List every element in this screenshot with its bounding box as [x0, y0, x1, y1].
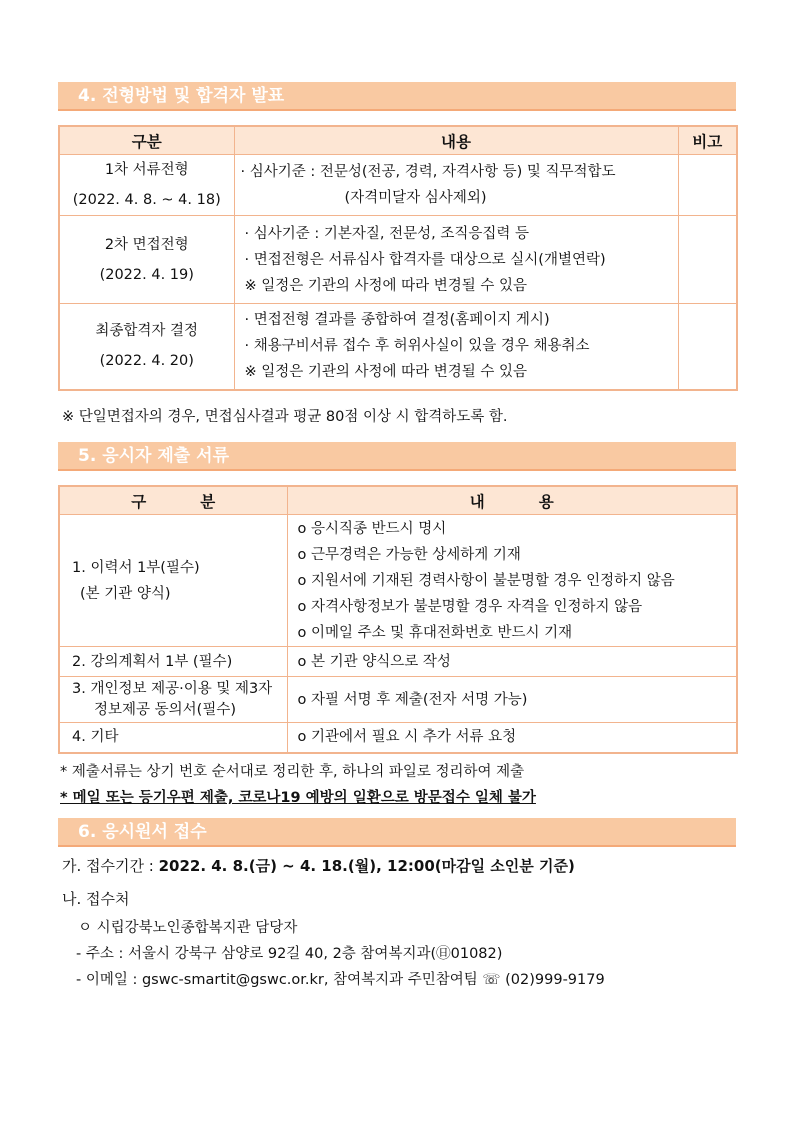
document-name: 1. 이력서 1부(필수): [72, 559, 200, 576]
application-place-label: 나. 접수처: [62, 890, 130, 908]
table-row: [59, 515, 737, 647]
period-value: 2022. 4. 8.(금) ~ 4. 18.(월), 12:00(마감일 소인분 기준): [158, 857, 575, 875]
list-item: o 자격사항정보가 불분명할 경우 자격을 인정하지 않음: [297, 598, 643, 615]
table-row: [59, 677, 737, 723]
document-name-sub: 정보제공 동의서(필수): [94, 701, 236, 718]
document-name: 3. 개인정보 제공·이용 및 제3자: [72, 680, 273, 697]
header-category: 구 분: [59, 486, 287, 515]
header-category: 구분: [59, 126, 234, 155]
document-name: 4. 기타: [72, 729, 119, 746]
documents-table: [58, 485, 738, 754]
stage-date: (2022. 4. 19): [99, 266, 194, 283]
content-line: · 면접전형은 서류심사 합격자를 대상으로 실시(개별연락): [244, 251, 606, 268]
document-name: 2. 강의계획서 1부 (필수): [72, 653, 233, 670]
table-row: [59, 155, 737, 216]
header-content: 내 용: [287, 486, 737, 515]
remarks-cell: [678, 216, 737, 304]
selection-table: [58, 125, 738, 391]
submission-warning: * 메일 또는 등기우편 제출, 코로나19 예방의 일환으로 방문접수 일체 불가: [60, 790, 536, 806]
list-item: o 기관에서 필요 시 추가 서류 요청: [297, 729, 517, 746]
list-item: o 근무경력은 가능한 상세하게 기재: [297, 546, 521, 563]
list-item: o 자필 서명 후 제출(전자 서명 가능): [297, 691, 528, 708]
list-item: o 이메일 주소 및 휴대전화번호 반드시 기재: [297, 624, 573, 641]
content-line: · 심사기준 : 전문성(전공, 경력, 자격사항 등) 및 직무적합도: [240, 164, 616, 180]
section-4-title: 4. 전형방법 및 합격자 발표: [58, 82, 736, 111]
submission-note: * 제출서류는 상기 번호 순서대로 정리한 후, 하나의 파일로 정리하여 제출: [60, 764, 525, 780]
content-line: (자격미달자 심사제외): [344, 190, 487, 206]
period-label: 가. 접수기간 :: [62, 857, 159, 875]
stage-name: 1차 서류전형: [104, 162, 189, 178]
contact-org: ㅇ 시립강북노인종합복지관 담당자: [78, 920, 298, 936]
header-remarks: 비고: [678, 126, 737, 155]
section-6-title: 6. 응시원서 접수: [58, 818, 736, 847]
content-line: ※ 일정은 기관의 사정에 따라 변경될 수 있음: [244, 364, 528, 381]
list-item: o 지원서에 기재된 경력사항이 불분명할 경우 인정하지 않음: [297, 572, 675, 589]
content-line: · 면접전형 결과를 종합하여 결정(홈페이지 게시): [244, 312, 550, 329]
list-item: o 응시직종 반드시 명시: [297, 520, 447, 537]
stage-date: (2022. 4. 20): [99, 353, 194, 370]
section-5-title: 5. 응시자 제출 서류: [58, 442, 736, 471]
content-line: · 심사기준 : 기본자질, 전문성, 조직응집력 등: [244, 225, 529, 242]
table-row: [59, 647, 737, 677]
stage-name: 2차 면접전형: [104, 236, 189, 253]
content-line: ※ 일정은 기관의 사정에 따라 변경될 수 있음: [244, 277, 528, 294]
stage-date: (2022. 4. 8. ~ 4. 18): [72, 192, 221, 208]
table-row: [59, 723, 737, 753]
list-item: o 본 기관 양식으로 작성: [297, 653, 451, 670]
contact-email: - 이메일 : gswc-smartit@gswc.or.kr, 참여복지과 주민참여팀 ☏ (02)999-9179: [76, 972, 605, 988]
stage-name: 최종합격자 결정: [95, 323, 199, 340]
document-name-sub: (본 기관 양식): [80, 585, 171, 602]
header-content: 내용: [234, 126, 678, 155]
content-line: · 채용구비서류 접수 후 허위사실이 있을 경우 채용취소: [244, 338, 590, 355]
footnote: ※ 단일면접자의 경우, 면접심사결과 평균 80점 이상 시 합격하도록 함.: [62, 409, 508, 425]
contact-address: - 주소 : 서울시 강북구 삼양로 92길 40, 2층 참여복지과(㊐01082): [76, 946, 503, 962]
table-row: [59, 304, 737, 390]
remarks-cell: [678, 155, 737, 216]
application-period: [62, 855, 575, 876]
remarks-cell: [678, 304, 737, 390]
table-row: [59, 216, 737, 304]
